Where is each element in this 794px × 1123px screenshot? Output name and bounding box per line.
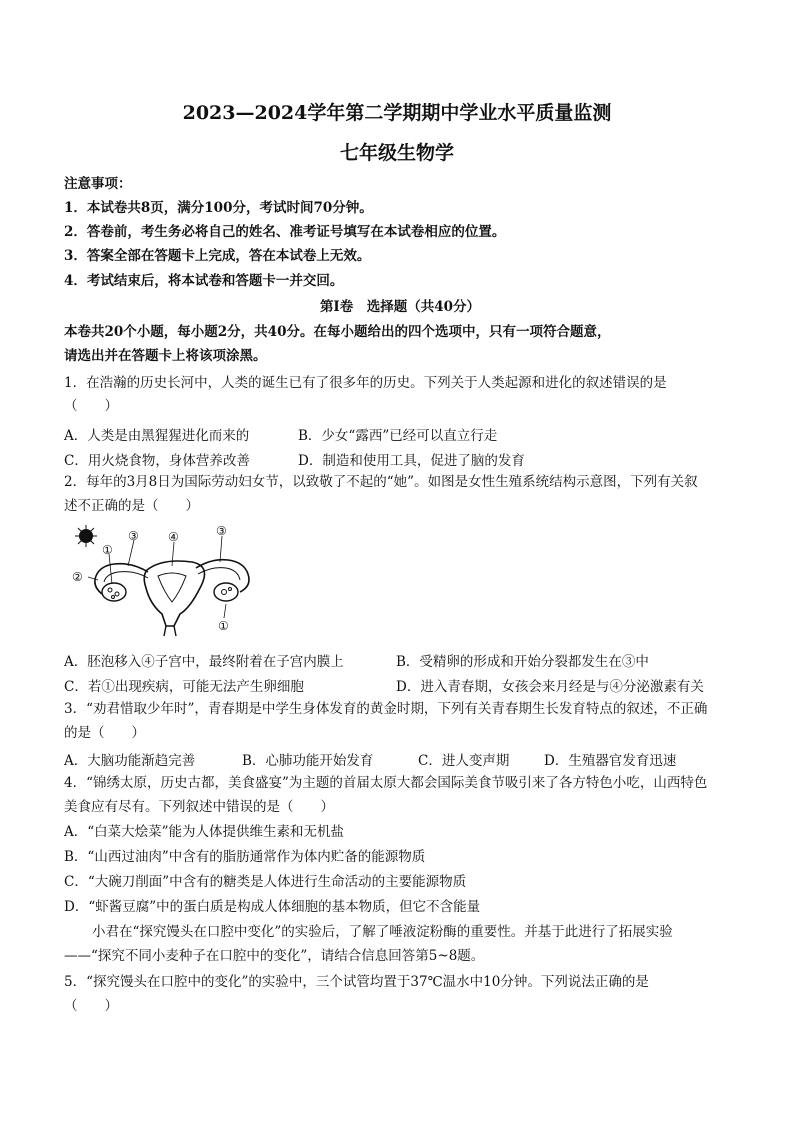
option-c: C．若①出现疾病，可能无法产生卵细胞 [64,679,304,695]
notice-item: 2．答卷前，考生务必将自己的姓名、准考证号填写在本试卷相应的位置。 [64,224,506,240]
options-row [64,749,736,767]
option-b: B．心肺功能开始发育 [242,753,374,769]
section-title: 第Ⅰ卷 选择题（共40分） [319,299,481,315]
diagram-label: ③ [216,524,227,538]
question-stem: （ ） [64,998,118,1014]
notice-heading: 注意事项： [64,176,132,192]
diagram-label: ① [102,543,113,557]
question-stem: 美食应有尽有。下列叙述中错误的是（ ） [64,799,334,815]
question-stem: 述不正确的是（ ） [64,498,199,514]
exam-subject: 七年级生物学 [339,142,454,164]
option-c: C．用火烧食物，身体营养改善 [64,453,250,469]
option-d: D．生殖器官发育迅速 [544,753,677,769]
option-a: A．胚泡移入④子宫中，最终附着在子宫内膜上 [64,654,344,670]
question-stem: 2．每年的3月8日为国际劳动妇女节，以致敬了不起的“她”。如图是女性生殖系统结构示意图，下列有关叙 [64,474,698,490]
option-a: A．人类是由黑猩猩进化而来的 [64,428,250,444]
question-stem: 的是（ ） [64,725,145,741]
options-row [64,424,736,442]
options-row [64,650,736,668]
option-d: D．“虾酱豆腐”中的蛋白质是构成人体细胞的基本物质，但它不含能量 [64,899,481,915]
diagram-label: ② [72,570,83,584]
section-intro: 本卷共20个小题，每小题2分，共40分。在每小题给出的四个选项中，只有一项符合题意， [64,324,611,340]
female-reproductive-system-diagram [62,522,262,640]
diagram-label: ④ [168,530,179,544]
question-stem: 5．“探究馒头在口腔中的变化”的实验中，三个试管均置于37℃温水中10分钟。下列说法正确的是 [64,974,649,990]
notice-item: 4．考试结束后，将本试卷和答题卡一并交回。 [64,273,344,289]
option-b: B．少女“露西”已经可以直立行走 [298,428,498,444]
notice-item: 3．答案全部在答题卡上完成，答在本试卷上无效。 [64,248,371,264]
passage-text: 小君在“探究馒头在口腔中变化”的实验后，了解了唾液淀粉酶的重要性。并基于此进行了拓展实验 [92,924,673,940]
options-row [64,449,736,467]
diagram-label: ③ [128,529,139,543]
diagram-label: ① [218,619,229,633]
section-intro: 请选出并在答题卡上将该项涂黑。 [64,348,267,364]
passage-text: ——“探究不同小麦种子在口腔中的变化”，请结合信息回答第5~8题。 [64,948,485,964]
options-row [64,675,736,693]
option-d: D．进入青春期，女孩会来月经是与④分泌激素有关 [396,679,704,695]
option-c: C．进人变声期 [418,753,510,769]
question-stem: 1．在浩瀚的历史长河中，人类的诞生已有了很多年的历史。下列关于人类起源和进化的叙述错误的是 [64,375,667,391]
option-a: A．“白菜大烩菜”能为人体提供维生素和无机盐 [64,824,345,840]
option-d: D．制造和使用工具，促进了脑的发育 [298,453,525,469]
egg-cell-icon [75,525,97,547]
question-stem: 3．“劝君惜取少年时”，青春期是中学生身体发育的黄金时期，下列有关青春期生长发育特点的叙述，不正确 [64,701,708,717]
notice-item: 1．本试卷共8页，满分100分，考试时间70分钟。 [64,200,373,216]
option-b: B．受精卵的形成和开始分裂都发生在③中 [396,654,649,670]
option-a: A．大脑功能渐趋完善 [64,753,196,769]
option-c: C．“大碗刀削面”中含有的糖类是人体进行生命活动的主要能源物质 [64,874,467,890]
option-b: B．“山西过油肉”中含有的脂肪通常作为体内贮备的能源物质 [64,849,426,865]
exam-title: 2023—2024学年第二学期期中学业水平质量监测 [182,102,612,124]
question-stem: （ ） [64,398,118,414]
question-stem: 4．“锦绣太原，历史古都，美食盛宴”为主题的首届太原大都会国际美食节吸引来了各方特色小吃，山西特色 [64,775,708,791]
